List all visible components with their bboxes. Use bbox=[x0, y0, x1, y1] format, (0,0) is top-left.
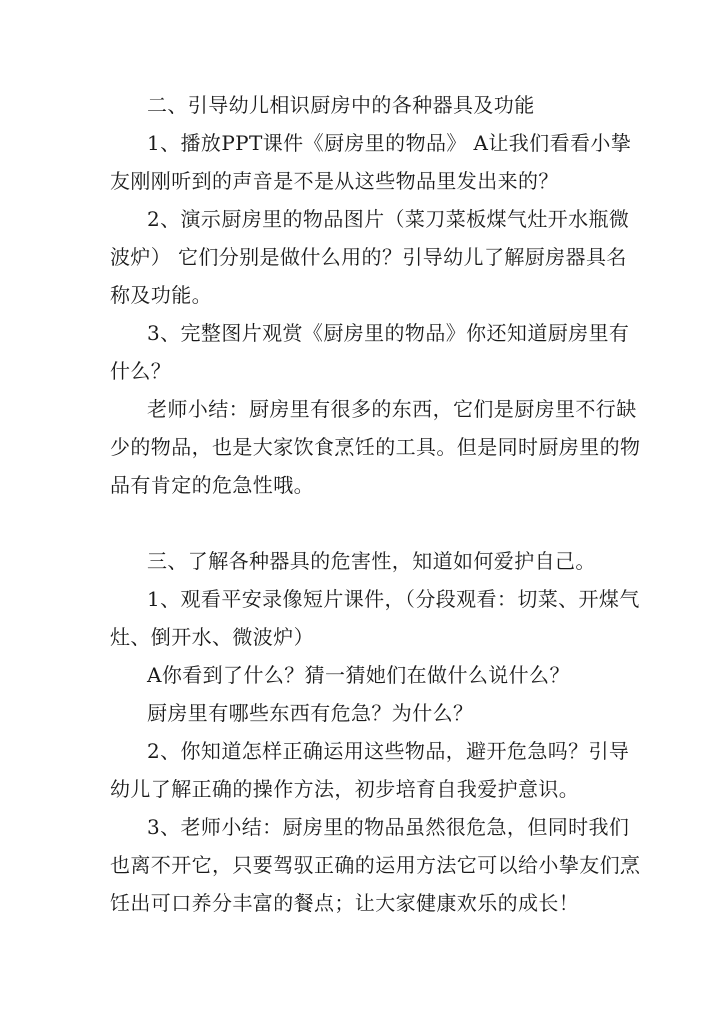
section-3 bbox=[110, 542, 641, 922]
paragraph-line: 2、你知道怎样正确运用这些物品，避开危急吗？引导 bbox=[147, 739, 630, 763]
paragraph-line: A你看到了什么？猜一猜她们在做什么说什么？ bbox=[147, 663, 570, 687]
section-spacer bbox=[110, 504, 616, 542]
paragraph-line: 品有肯定的危急性哦。 bbox=[110, 473, 314, 497]
document-page bbox=[110, 86, 641, 922]
paragraph-line: 1、播放PPT课件《厨房里的物品》 A让我们看看小挚 bbox=[147, 131, 632, 155]
paragraph-line: 厨房里有哪些东西有危急？为什么？ bbox=[147, 701, 474, 725]
section-2 bbox=[110, 86, 641, 504]
paragraph bbox=[110, 656, 616, 694]
paragraph-line: 3、老师小结：厨房里的物品虽然很危急，但同时我们 bbox=[147, 815, 630, 839]
paragraph-line: 称及功能。 bbox=[110, 283, 212, 307]
paragraph bbox=[110, 314, 630, 390]
paragraph-line: 幼儿了解正确的操作方法，初步培育自我爱护意识。 bbox=[110, 777, 580, 801]
paragraph bbox=[110, 580, 640, 656]
summary-paragraph bbox=[110, 390, 641, 504]
paragraph bbox=[110, 124, 632, 200]
paragraph-line: 友刚刚听到的声音是不是从这些物品里发出来的？ bbox=[110, 169, 559, 193]
paragraph-line: 2、演示厨房里的物品图片（菜刀菜板煤气灶开水瓶微 bbox=[147, 207, 630, 231]
paragraph-line: 灶、倒开水、微波炉） bbox=[110, 625, 314, 649]
summary-paragraph bbox=[110, 808, 641, 922]
paragraph-line: 也离不开它，只要驾驭正确的运用方法它可以给小挚友们烹 bbox=[110, 853, 641, 877]
paragraph bbox=[110, 200, 630, 314]
section-heading: 三、了解各种器具的危害性，知道如何爱护自己。 bbox=[147, 549, 596, 573]
paragraph-line: 少的物品，也是大家饮食烹饪的工具。但是同时厨房里的物 bbox=[110, 435, 641, 459]
paragraph bbox=[110, 732, 630, 808]
paragraph-line: 饪出可口养分丰富的餐点；让大家健康欢乐的成长！ bbox=[110, 891, 580, 915]
paragraph-line: 1、观看平安录像短片课件，（分段观看：切菜、开煤气 bbox=[147, 587, 640, 611]
paragraph-line: 3、完整图片观赏《厨房里的物品》你还知道厨房里有 bbox=[147, 321, 630, 345]
paragraph-line: 波炉） 它们分别是做什么用的？引导幼儿了解厨房器具名 bbox=[110, 245, 627, 269]
section-heading: 二、引导幼儿相识厨房中的各种器具及功能 bbox=[147, 93, 535, 117]
paragraph-line: 老师小结：厨房里有很多的东西，它们是厨房里不行缺 bbox=[147, 397, 637, 421]
paragraph-line: 什么？ bbox=[110, 359, 172, 383]
paragraph bbox=[110, 694, 616, 732]
